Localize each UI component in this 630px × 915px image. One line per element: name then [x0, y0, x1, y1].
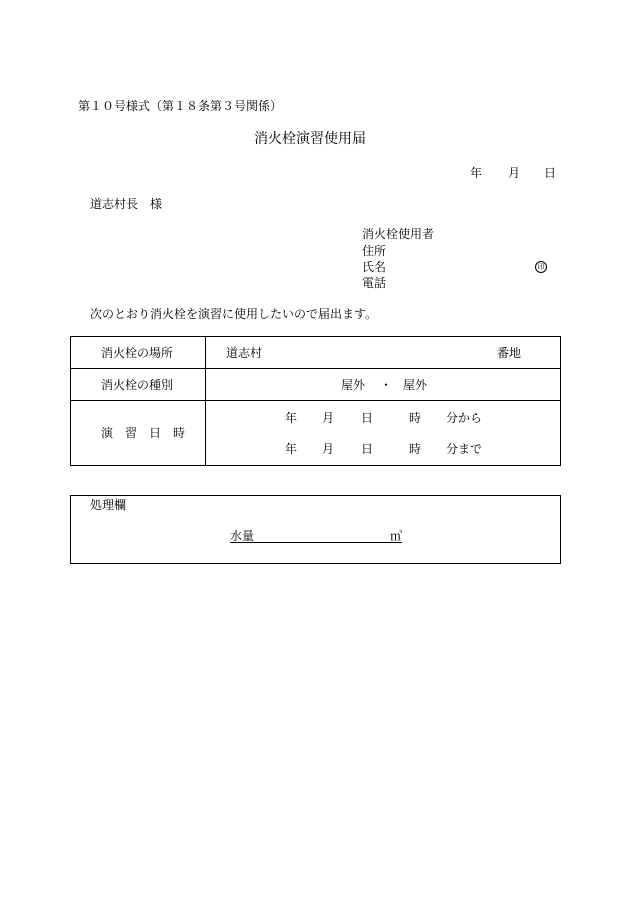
table-column-divider: [205, 336, 206, 466]
name-label: 氏名: [362, 260, 387, 274]
type-separator: ・: [380, 378, 393, 392]
address-label: 住所: [362, 244, 387, 258]
location-label: 消火栓の場所: [101, 346, 174, 360]
water-volume-unit: ㎥: [390, 529, 403, 543]
processing-heading: 処理欄: [90, 498, 127, 512]
date-day-label: 日: [544, 166, 557, 180]
from-hour-label: 時: [409, 411, 422, 425]
to-suffix: 分まで: [446, 442, 483, 456]
to-year-label: 年: [285, 442, 298, 456]
water-volume-label: 水量: [230, 529, 255, 543]
table-row-divider: [70, 400, 561, 401]
to-day-label: 日: [361, 442, 374, 456]
statement-text: 次のとおり消火栓を演習に使用したいので届出ます。: [90, 307, 378, 321]
location-lot-label: 番地: [497, 346, 522, 360]
date-month-label: 月: [508, 166, 521, 180]
form-number: 第１０号様式（第１８条第３号関係）: [78, 99, 283, 113]
table-row-divider: [70, 368, 561, 369]
from-day-label: 日: [361, 411, 374, 425]
date-year-label: 年: [470, 166, 483, 180]
type-option-b: 屋外: [403, 378, 428, 392]
to-month-label: 月: [322, 442, 335, 456]
from-year-label: 年: [285, 411, 298, 425]
addressee: 道志村長 様: [90, 197, 163, 211]
seal-mark: 印: [535, 261, 547, 273]
processing-box: [70, 495, 561, 564]
page-title: 消火栓演習使用届: [254, 131, 366, 147]
datetime-label: 演 習 日 時: [101, 426, 186, 440]
location-village: 道志村: [226, 346, 263, 360]
type-option-a: 屋外: [341, 378, 366, 392]
applicant-heading: 消火栓使用者: [362, 227, 435, 241]
to-hour-label: 時: [409, 442, 422, 456]
type-label: 消火栓の種別: [101, 378, 174, 392]
from-suffix: 分から: [446, 411, 483, 425]
phone-label: 電話: [362, 276, 387, 290]
from-month-label: 月: [322, 411, 335, 425]
water-volume-underline: [230, 542, 402, 543]
